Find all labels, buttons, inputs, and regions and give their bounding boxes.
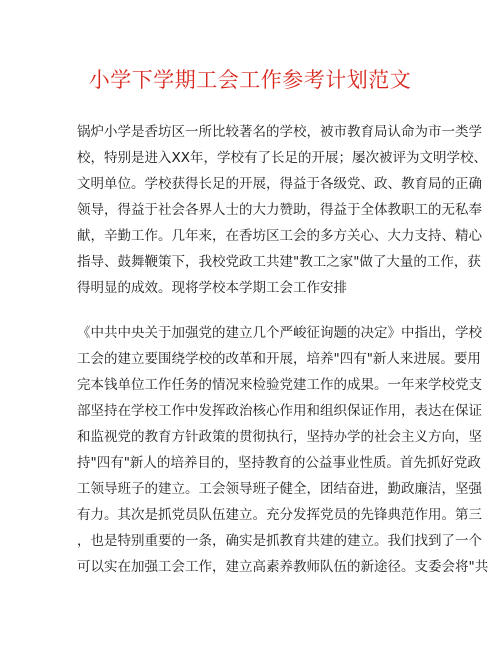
paragraph-line: 持"四有"新人的培养目的，坚持教育的公益事业性质。首先抓好党政 bbox=[77, 455, 481, 471]
paragraph-line: 得明显的成效。现将学校本学期工会工作安排 bbox=[77, 280, 347, 296]
paragraph-line: 领导，得益于社会各界人士的大力赞助，得益于全体教职工的无私奉 bbox=[77, 202, 482, 218]
paragraph-spacer bbox=[77, 301, 427, 320]
paragraph-line: 和监视党的教育方针政策的贯彻执行，坚持办学的社会主义方向，坚 bbox=[77, 429, 482, 445]
paragraph-line: ，也是特别重要的一条，确实是抓教育共建的建立。我们找到了一个 bbox=[77, 533, 482, 549]
paragraph-line: 指导、鼓舞鞭策下，我校党政工共建"教工之家"做了大量的工作，获 bbox=[77, 254, 481, 270]
paragraph-line: 锅炉小学是香坊区一所比较著名的学校，被市教育局认命为市一类学 bbox=[77, 124, 482, 140]
document-body bbox=[77, 119, 489, 580]
document-title: 小学下学期工会工作参考计划范文 bbox=[88, 68, 412, 92]
paragraph-line: 有力。其次是抓党员队伍建立。充分发挥党员的先锋典范作用。第三 bbox=[77, 507, 482, 523]
paragraph bbox=[77, 320, 489, 580]
paragraph-line: 可以实在加强工会工作，建立高素养教师队伍的新途径。支委会将"共 bbox=[77, 559, 489, 575]
paragraph-line: 完本钱单位工作任务的情况来检验党建工作的成果。一年来学校党支 bbox=[77, 377, 482, 393]
paragraph-line: 工会的建立要围绕学校的改革和开展，培养"四有"新人来进展。要用 bbox=[77, 351, 481, 367]
paragraph-line: 校，特别是进入XX年，学校有了长足的开展；屡次被评为文明学校、 bbox=[77, 150, 487, 166]
paragraph-line: 《中共中央关于加强党的建立几个严峻征询题的决定》中指出，学校 bbox=[77, 325, 482, 341]
paragraph bbox=[77, 119, 487, 301]
paragraph-line: 文明单位。学校获得长足的开展，得益于各级党、政、教育局的正确 bbox=[77, 176, 482, 192]
paragraph-line: 部坚持在学校工作中发挥政治核心作用和组织保证作用，表达在保证 bbox=[77, 403, 482, 419]
paragraph-line: 工领导班子的建立。工会领导班子健全，团结奋进，勤政廉洁，坚强 bbox=[77, 481, 482, 497]
paragraph-line: 献，辛勤工作。几年来，在香坊区工会的多方关心、大力支持、精心 bbox=[77, 228, 482, 244]
